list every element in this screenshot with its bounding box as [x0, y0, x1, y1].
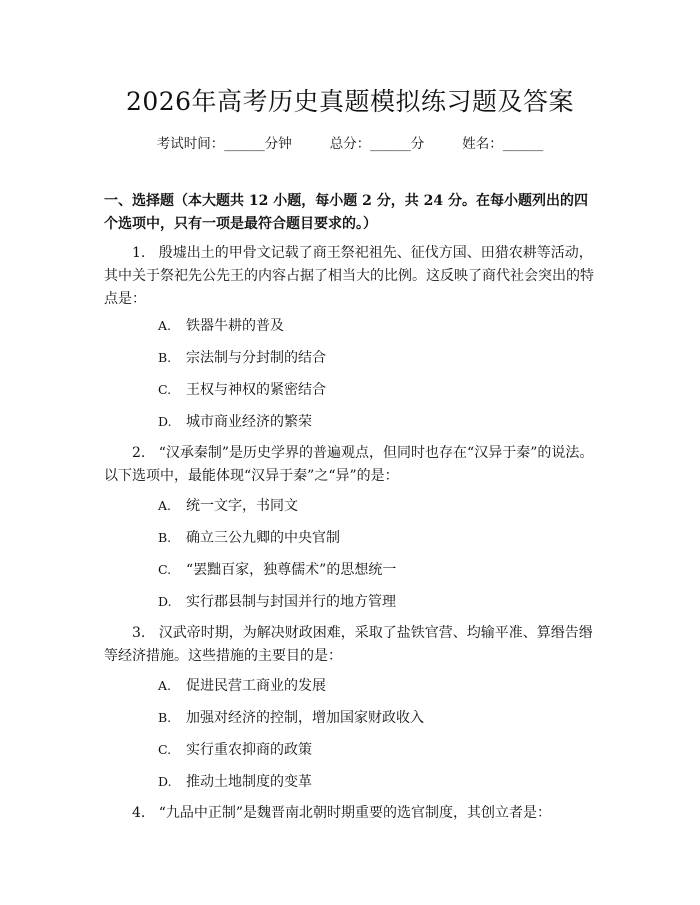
- option-text: 实行重农抑商的政策: [186, 742, 312, 758]
- question-3: [104, 622, 594, 668]
- option-text: 推动土地制度的变革: [186, 774, 312, 790]
- option-letter: B.: [158, 530, 172, 545]
- section-heading: 一、选择题（本大题共 12 小题，每小题 2 分，共 24 分。在每小题列出的四个选项中，只有一项是最符合题目要求的。）: [104, 193, 588, 232]
- option-letter: C.: [158, 562, 172, 577]
- exam-time-unit: 分钟: [264, 136, 292, 152]
- question-text: “九品中正制”是魏晋南北朝时期重要的选官制度，其创立者是：: [158, 805, 552, 821]
- option-letter: B.: [158, 350, 172, 365]
- option-3b[interactable]: [158, 708, 588, 728]
- option-3c[interactable]: [158, 740, 588, 760]
- option-text: 加强对经济的控制，增加国家财政收入: [186, 710, 424, 726]
- student-name-label: 姓名：: [462, 136, 503, 152]
- option-1b[interactable]: [158, 348, 588, 368]
- option-3d[interactable]: [158, 772, 588, 792]
- question-number: 4.: [132, 805, 146, 821]
- question-2: [104, 442, 594, 488]
- question-number: 1.: [132, 245, 146, 261]
- student-name-blank: ______: [502, 136, 544, 152]
- option-letter: A.: [158, 498, 172, 513]
- option-letter: C.: [158, 382, 172, 397]
- option-text: “罢黜百家，独尊儒术”的思想统一: [186, 562, 397, 578]
- question-text: 殷墟出土的甲骨文记载了商王祭祀祖先、征伐方国、田猎农耕等活动，其中关于祭祀先公先王的内容占据了相当大的比例。这反映了商代社会突出的特点是：: [104, 245, 594, 307]
- total-score-label: 总分：: [329, 136, 371, 152]
- option-text: 铁器牛耕的普及: [186, 318, 284, 334]
- option-2d[interactable]: [158, 592, 588, 612]
- option-text: 促进民营工商业的发展: [186, 678, 326, 694]
- question-4: [104, 802, 594, 825]
- page-title: 2026年高考历史真题模拟练习题及答案: [125, 87, 575, 116]
- question-number: 3.: [132, 625, 146, 641]
- exam-time-blank: ______: [224, 136, 265, 152]
- question-number: 2.: [132, 445, 146, 461]
- total-score-field: [330, 132, 425, 152]
- option-letter: B.: [158, 710, 172, 725]
- option-letter: C.: [158, 742, 172, 757]
- option-3a[interactable]: [158, 676, 588, 696]
- option-letter: D.: [158, 414, 172, 429]
- option-text: 实行郡县制与封国并行的地方管理: [186, 594, 396, 610]
- option-text: 宗法制与分封制的结合: [186, 350, 326, 366]
- total-score-unit: 分: [410, 136, 425, 152]
- question-text: 汉武帝时期，为解决财政困难，采取了盐铁官营、均输平准、算缗告缗等经济措施。这些措施的主要目的是：: [104, 625, 593, 664]
- option-letter: A.: [158, 678, 172, 693]
- option-2a[interactable]: [158, 496, 588, 516]
- exam-meta: [0, 132, 700, 152]
- option-letter: D.: [158, 774, 172, 789]
- option-1c[interactable]: [158, 380, 588, 400]
- student-name-field: [462, 132, 543, 152]
- option-text: 城市商业经济的繁荣: [186, 414, 312, 430]
- option-letter: A.: [158, 318, 172, 333]
- option-letter: D.: [158, 594, 172, 609]
- exam-time-label: 考试时间：: [156, 136, 225, 152]
- option-text: 确立三公九卿的中央官制: [186, 530, 340, 546]
- option-1d[interactable]: [158, 412, 588, 432]
- question-1: [104, 242, 594, 311]
- option-2c[interactable]: [158, 560, 588, 580]
- option-1a[interactable]: [158, 316, 588, 336]
- total-score-blank: ______: [370, 136, 411, 152]
- exam-time-field: [157, 132, 292, 152]
- option-text: 王权与神权的紧密结合: [186, 382, 326, 398]
- option-text: 统一文字，书同文: [186, 498, 298, 514]
- option-2b[interactable]: [158, 528, 588, 548]
- question-text: “汉承秦制”是历史学界的普遍观点，但同时也存在“汉异于秦”的说法。以下选项中，最能体现“汉异于秦”之“异”的是：: [104, 445, 594, 484]
